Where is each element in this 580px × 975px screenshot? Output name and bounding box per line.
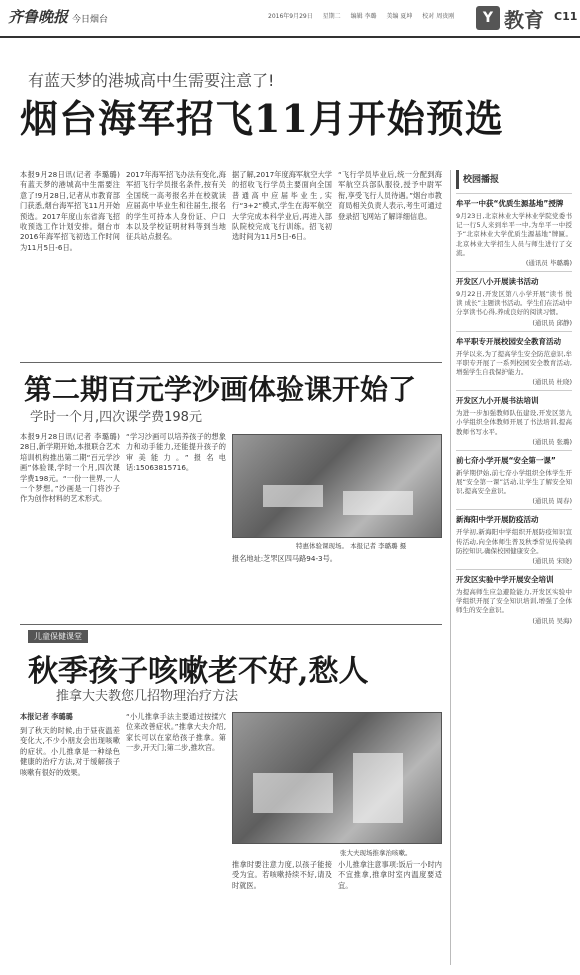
issue-date: 2016年9月29日 [268,13,313,20]
campus-news-item-byline: (通讯员 毕璐璐) [525,259,572,268]
section-badge-icon: Y [476,6,500,30]
article3-column-tag: 儿童保健课堂 [28,630,88,643]
article1-col4: “飞行学员毕业后,统一分配到海军航空兵部队服役,授予中尉军衔,享受飞行人员待遇。”烟台市教育局相关负责人表示,考生可通过登录招飞网站了解详细信息。 [338,170,442,221]
campus-news-item-byline: (通讯员 宋晓) [532,557,572,566]
newspaper-logo: 齐鲁晚报 今日烟台 [8,8,109,26]
issue-proofreader: 校对 周贵刚 [422,13,455,20]
article3-subhead: 推拿大夫教您几招物理治疗方法 [56,689,239,704]
campus-news-item-title: 前七夼小学开展“安全第一课” [456,455,556,465]
article3-byline: 本报记者 李璐璐 [20,712,73,721]
campus-news-item [456,509,572,565]
campus-news-item-byline: (通讯员 邱静) [532,318,572,327]
article3-col3: 推拿时要注意力度,以孩子能接受为宜。若咳嗽持续不好,请及时就医。 [232,860,332,890]
article1-kicker: 有蓝天梦的港城高中生需要注意了! [28,71,275,90]
divider [20,362,442,363]
article3-col4: 小儿推拿注意事项:饭后一小时内不宜推拿,推拿时室内温度要适宜。 [338,860,442,890]
campus-news-item-body: 9月22日,开发区第八小学开展“读书 悦读 成长”主题读书活动。学生们在活动中分享读书心得,养成良好的阅读习惯。 [456,290,572,317]
section-name: 教育 [504,8,544,32]
issue-designer: 美编 夏坤 [386,13,413,20]
campus-news-item-title: 开发区九小开展书法培训 [456,396,539,406]
article2-subhead: 学时一个月,四次课学费198元 [30,410,202,425]
article3-headline: 秋季孩子咳嗽老不好,愁人 [28,654,369,689]
campus-news-item [456,271,572,327]
campus-news-title: 校园播报 [456,170,572,189]
article3-photo-caption: 张大夫现场推拿治咳嗽。 [340,849,412,857]
article3-col2: “小儿推拿手法主要通过按揉穴位来改善症状。”推拿大夫介绍,家长可以在家给孩子推拿。第一步,开天门;第二步,推坎宫。 [126,712,226,753]
campus-news-item-title: 牟平一中获“优质生源基地”授牌 [456,199,564,208]
campus-news-item-body: 开学以来,为了提高学生安全防范意识,牟平职专开展了一系列校园安全教育活动,增强学生自我保护能力。 [456,349,572,377]
article3-col1: 到了秋天的时候,由于昼夜温差变化大,不少小朋友会出现咳嗽的症状。小儿推拿是一种绿色健康的治疗方法,对于缓解孩子咳嗽有很好的效果。 [20,726,120,777]
issue-editor: 编辑 李璐 [350,13,377,20]
article1-col2: 2017年海军招飞办法有变化,海军招飞行学员报名条件,按有关全国统一高考报名并在校就读应届高中毕业生和往届生,报名的学生可持本人身份证、户口本以及学校证明材料等到当地征兵站点报名。 [126,170,226,242]
article1-col1: 本报9月28日讯(记者 李璐璐) 有蓝天梦的港城高中生需要注意了!9月28日,记者从市教育部门获悉,烟台海军招飞11月开始预选。2017年度山东省海飞招收预选工作计划安排。烟台市2016年海军招飞初选工作时间为11月5日-6日。 [20,170,120,252]
page-number: C11 [554,10,578,23]
sand-painting-class-photo [232,434,442,538]
article2-col2: “学习沙画可以培养孩子的想象力和动手能力,还能提升孩子的审美能力。”报名电话:15063815716。 [126,432,226,473]
issue-info [268,11,462,20]
campus-news-item-body: 9月23日,北京林业大学林业学院党委书记一行5人来到牟平一中,为牟平一中授予“北京林业大学优质生源基地”牌匾。北京林业大学招生人员与师生进行了交流。 [456,212,572,257]
campus-news-column [450,170,572,965]
campus-news-item-byline: (通讯员 杜晓) [532,378,572,387]
campus-news-item-title: 开发区实验中学开展安全培训 [456,575,554,585]
article2-photo-caption: 特惠体验课现场。 本报记者 李璐璐 摄 [296,542,407,550]
masthead [0,0,580,38]
article1-headline: 烟台海军招飞11月开始预选 [20,96,504,141]
campus-news-item [456,193,572,267]
campus-news-item [456,331,572,387]
campus-news-item-title: 牟平职专开展校园安全教育活动 [456,336,561,346]
campus-news-item-title: 新海阳中学开展防疫活动 [456,515,539,525]
article2-headline: 第二期百元学沙画体验课开始了 [24,373,417,406]
campus-news-item-byline: (通讯员 周春) [532,497,572,506]
campus-news-item-title: 开发区八小开展读书活动 [456,277,539,287]
campus-news-item [456,450,572,506]
divider [20,624,442,625]
campus-news-item-body: 开学初,新海阳中学组织开展防疫知识宣传活动,向全体师生普及秋季常见传染病防控知识,确保校园健康安全。 [456,528,572,555]
article2-col3: 报名地址:芝罘区四马路94-3号。 [232,554,337,563]
issue-weekday: 星期二 [322,13,341,20]
campus-news-item [456,569,572,625]
campus-news-item-byline: (通讯员 张璐) [532,437,572,446]
campus-news-item-body: 为进一步加强教师队伍建设,开发区第九小学组织全体教师开展了书法培训,提高教师书写水平。 [456,409,572,436]
campus-news-list [456,193,572,625]
campus-news-item [456,390,572,446]
massage-treatment-photo [232,712,442,844]
campus-news-item-byline: (通讯员 吴海) [532,616,572,625]
article2-col1: 本报9月28日讯(记者 李璐璐) 28日,新学期开始,本报联合艺术培训机构推出第二期“百元学沙画”体验课,学时一个月,四次课学费198元。“一份一世界,一人一个梦想。”沙画是一门将沙子作为创作材料的艺术形式。 [20,432,120,504]
article1-col3: 据了解,2017年度海军航空大学的招收飞行学员主要面向全国普通高中应届毕业生,实行“3+2”模式,学生在海军航空大学完成本科学业后,再进入部队院校完成飞行训练。招飞初选时间为11月5日-6日。 [232,170,332,242]
campus-news-item-body: 为提高师生应急避险能力,开发区实验中学组织开展了安全知识培训,增强了全体师生的安全意识。 [456,588,572,615]
campus-news-item-body: 新学期伊始,前七夼小学组织全体学生开展“安全第一课”活动,让学生了解安全知识,提高安全意识。 [456,468,572,496]
